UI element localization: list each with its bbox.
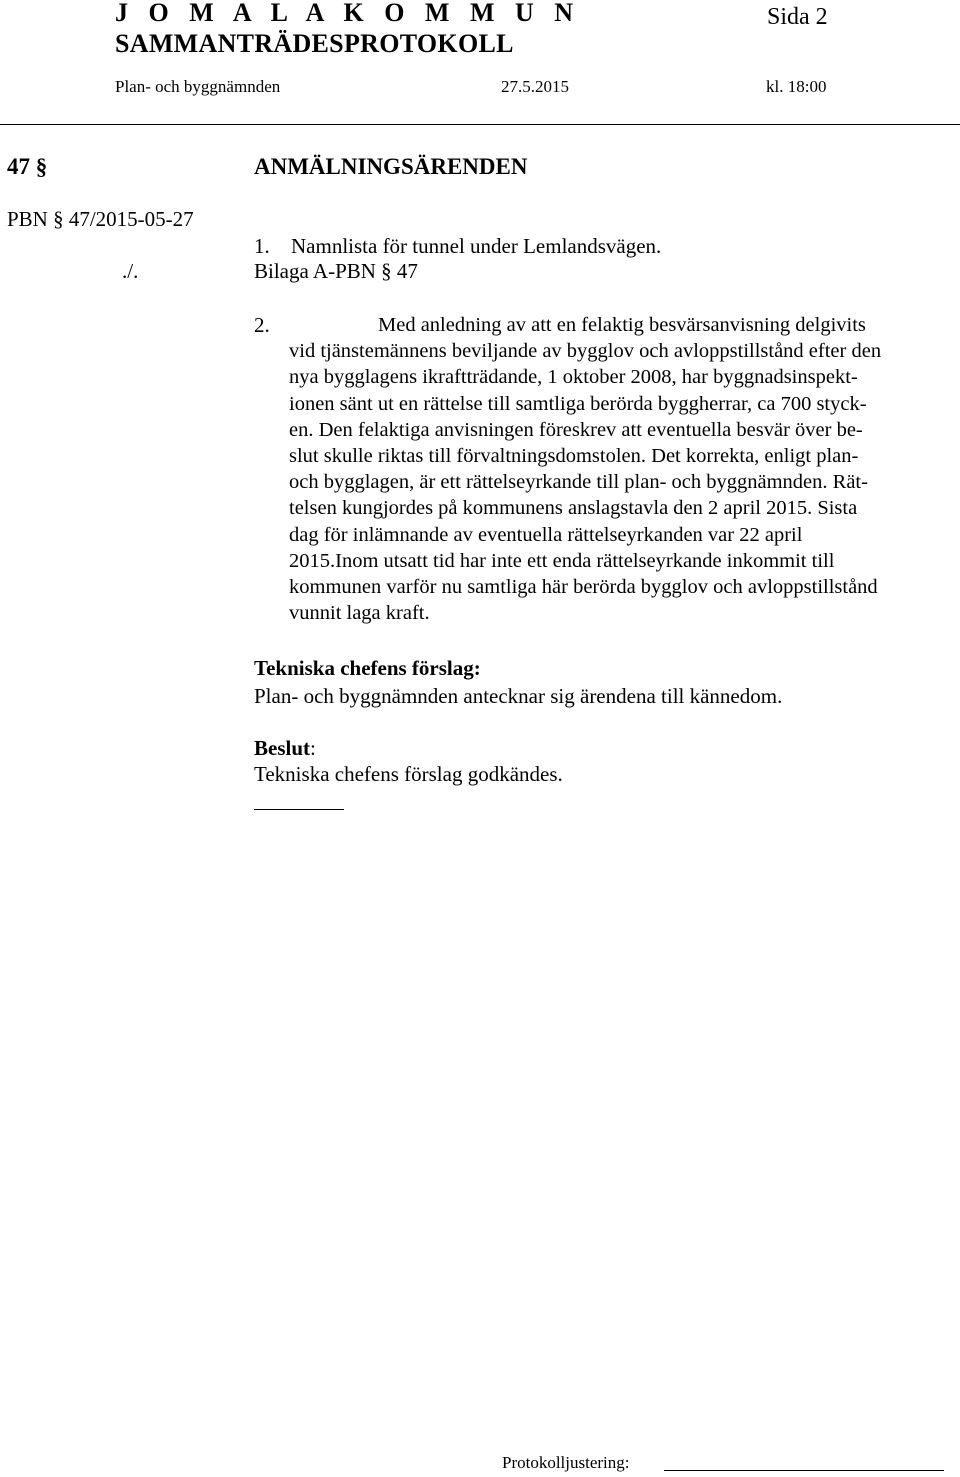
meeting-time: kl. 18:00 [766,77,827,96]
item-1-number: 1. [254,234,270,258]
paragraph-line: telsen kungjordes på kommunens anslagstavla den 2 april 2015. Sista [289,497,858,520]
paragraph-line: nya bygglagens ikraftträdande, 1 oktober 2008, har byggnadsinspekt- [289,366,858,389]
paragraph-line: 2015.Inom utsatt tid har inte ett enda rättelseyrkande inkommit till [289,549,835,572]
header-divider [0,124,960,125]
document-title: SAMMANTRÄDESPROTOKOLL [115,29,514,58]
decision-label: Beslut [254,736,311,760]
page-number: Sida 2 [767,4,828,30]
paragraph-line: kommunen varför nu samtliga här berörda bygglov och avloppstillstånd [289,576,878,599]
paragraph-line: en. Den felaktiga anvisningen föreskrev att eventuella besvär över be- [289,418,863,441]
item-1-text: Namnlista för tunnel under Lemlandsvägen. [291,234,662,258]
section-number: 47 § [7,154,48,179]
item-2-paragraph [289,312,954,626]
decision-text: Tekniska chefens förslag godkändes. [254,762,563,786]
paragraph-line: vid tjänstemännens beviljande av bygglov och avloppstillstånd efter den [289,340,882,363]
committee-name: Plan- och byggnämnden [115,77,281,96]
paragraph-line: dag för inlämnande av eventuella rättelseyrkanden var 22 april [289,523,803,546]
attachment-mark: ./. [122,259,139,283]
proposal-text: Plan- och byggnämnden antecknar sig ärendena till kännedom. [254,684,783,708]
paragraph-line: slut skulle riktas till förvaltningsdomstolen. Det korrekta, enligt plan- [289,445,859,468]
meeting-date: 27.5.2015 [501,77,569,96]
signature-line [664,1470,944,1471]
paragraph-line: ionen sänt ut en rättelse till samtliga berörda byggherrar, ca 700 styck- [289,392,867,415]
municipality-name: J O M A L A K O M M U N [115,0,581,27]
item-2-number: 2. [254,313,270,337]
proposal-heading: Tekniska chefens förslag: [254,656,481,680]
section-reference: PBN § 47/2015-05-27 [7,207,194,231]
paragraph-line: och bygglagen, är ett rättelseyrkande till plan- och byggnämnden. Rät- [289,471,868,494]
paragraph-line: Med anledning av att en felaktig besvärsanvisning delgivits [378,314,866,336]
section-end-rule [254,809,344,810]
decision-heading [254,735,316,761]
section-title: ANMÄLNINGSÄRENDEN [254,154,528,179]
paragraph-line: vunnit laga kraft. [289,602,430,625]
minutes-verification-label: Protokolljustering: [502,1453,630,1472]
decision-colon: : [310,736,316,760]
attachment-label: Bilaga A-PBN § 47 [254,259,418,283]
